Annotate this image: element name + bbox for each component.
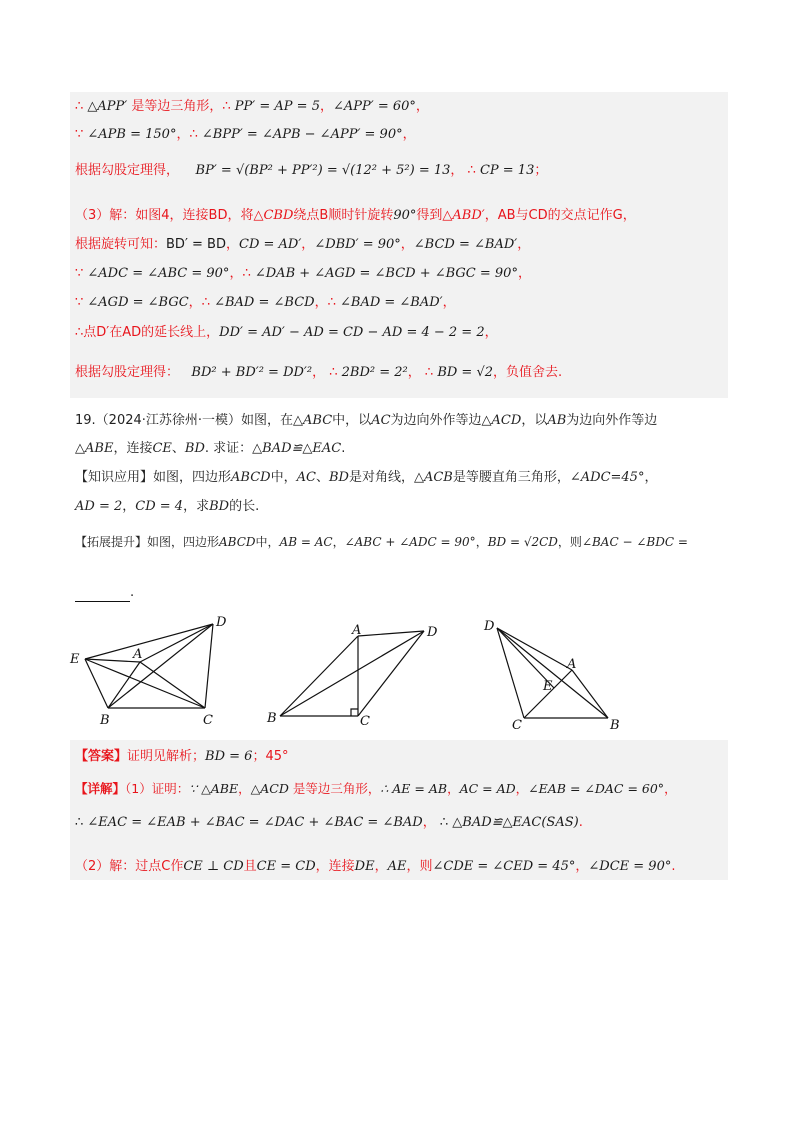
- seg-BA: [280, 636, 358, 716]
- problem-line-6: .: [75, 584, 134, 602]
- seg-CA: [524, 670, 572, 718]
- problem-line-1: 19.（2024·江苏徐州·一模）如图，在△ABC中，以AC为边向外作等边△ACD，以AB为边向外作等边: [75, 413, 658, 428]
- seg-DC: [358, 631, 424, 716]
- fig1-label-A: A: [133, 647, 143, 662]
- figure-1: [85, 624, 213, 708]
- fig2-label-C: C: [360, 714, 370, 729]
- seg-EA: [85, 659, 140, 662]
- problem-line-3: 【知识应用】如图，四边形ABCD中，AC、BD是对角线，△ACB是等腰直角三角形，∠ADC=45°，: [75, 470, 658, 485]
- right-angle-mark: [351, 709, 358, 716]
- solution-line-2: ∵ ∠APB = 150°，∴ ∠BPP′ = ∠APB − ∠APP′ = 90°，: [75, 127, 416, 142]
- solution-line-1: ∴ △APP′ 是等边三角形，∴ PP′ = AP = 5，∠APP′ = 60°，: [75, 99, 429, 114]
- seg-AB: [572, 670, 608, 718]
- answer-blank: [75, 587, 130, 602]
- answer-line-1: 【答案】证明见解析；BD = 6；45°: [75, 749, 289, 764]
- seg-AD: [358, 631, 424, 636]
- fig1-label-B: B: [100, 713, 110, 728]
- solution-line-9: 根据勾股定理得： BD² + BD′² = DD′²， ∴ 2BD² = 2²， ∴ BD = √2，负值舍去.: [75, 365, 563, 380]
- seg-BD: [108, 624, 213, 708]
- seg-DB: [497, 628, 608, 718]
- seg-CD: [205, 624, 213, 708]
- problem-line-2: △ABE，连接CE、BD. 求证：△BAD≌△EAC.: [75, 441, 346, 456]
- fig1-label-C: C: [203, 713, 213, 728]
- fig3-label-B: B: [610, 718, 620, 732]
- problem-line-4: AD = 2，CD = 4，求BD的长.: [75, 499, 260, 514]
- seg-AB: [108, 662, 140, 708]
- fig2-label-B: B: [267, 711, 277, 726]
- seg-AD: [140, 624, 213, 662]
- solution-line-7: ∵ ∠AGD = ∠BGC，∴ ∠BAD = ∠BCD，∴ ∠BAD = ∠BAD′，: [75, 295, 456, 310]
- fig3-label-C: C: [512, 718, 522, 732]
- solution-line-3: 根据勾股定理得， BP′ = √(BP² + PP′²) = √(12² + 5²) = 13， ∴ CP = 13；: [75, 163, 548, 178]
- seg-EC: [85, 659, 205, 708]
- fig3-label-E: E: [543, 679, 553, 694]
- answer-line-2: 【详解】（1）证明：∵ △ABE，△ACD 是等边三角形，∴ AE = AB，AC = AD，∠EAB = ∠DAC = 60°，: [75, 781, 677, 796]
- figure-row: [0, 612, 800, 732]
- fig3-label-A: A: [567, 657, 577, 672]
- fig2-label-A: A: [352, 623, 362, 638]
- fig1-label-E: E: [70, 652, 80, 667]
- fig2-label-D: D: [427, 625, 438, 640]
- solution-line-6: ∵ ∠ADC = ∠ABC = 90°，∴ ∠DAB + ∠AGD = ∠BCD + ∠BGC = 90°，: [75, 266, 531, 281]
- solution-line-5: 根据旋转可知：BD′ = BD，CD = AD′，∠DBD′ = 90°，∠BCD = ∠BAD′，: [75, 237, 531, 252]
- fig3-label-D: D: [484, 619, 495, 634]
- seg-ED: [85, 624, 213, 659]
- answer-line-3: ∴ ∠EAC = ∠EAB + ∠BAC = ∠DAC + ∠BAC = ∠BAD， ∴ △BAD≌△EAC(SAS).: [75, 815, 583, 830]
- problem-line-5: 【拓展提升】如图，四边形ABCD中，AB = AC，∠ABC + ∠ADC = 90°，BD = √2CD，则∠BAC − ∠BDC =: [75, 535, 688, 549]
- figure-3: [497, 628, 608, 718]
- seg-BD: [280, 631, 424, 716]
- figure-2: [280, 631, 424, 716]
- solution-line-4: （3）解：如图4，连接BD，将△CBD绕点B顺时针旋转90°得到△ABD′，AB与CD的交点记作G，: [75, 208, 636, 223]
- answer-line-4: （2）解：过点C作CE ⊥ CD且CE = CD，连接DE，AE，则∠CDE = ∠CED = 45°，∠DCE = 90°.: [75, 859, 676, 874]
- solution-line-8: ∴点D′在AD的延长线上，DD′ = AD′ − AD = CD − AD = 4 − 2 = 2，: [75, 325, 498, 340]
- fig1-label-D: D: [216, 615, 227, 630]
